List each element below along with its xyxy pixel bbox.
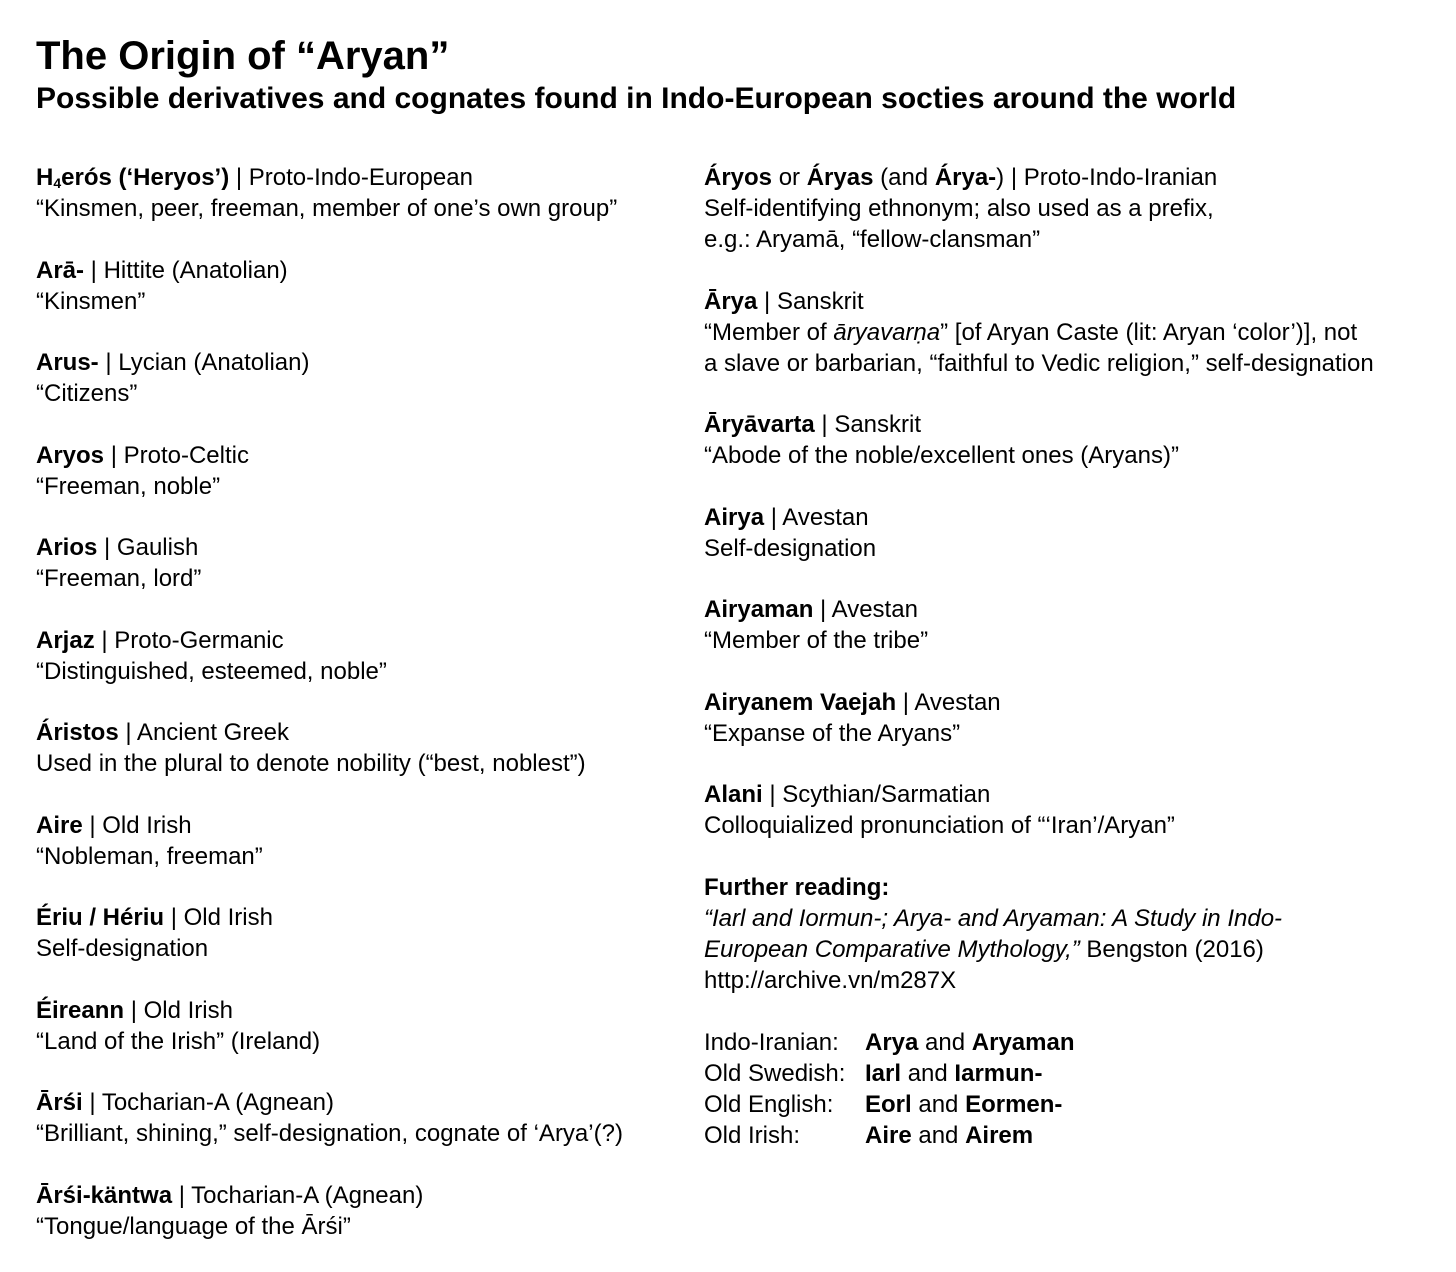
comparison-terms bbox=[865, 1027, 1444, 1058]
meaning-part: “Member of bbox=[704, 318, 834, 346]
entry-heading bbox=[36, 810, 686, 841]
comparison-language: Indo-Iranian: bbox=[704, 1029, 839, 1056]
connector-text: and bbox=[918, 1029, 972, 1056]
entry-heading bbox=[36, 347, 686, 378]
term-part: H bbox=[36, 164, 54, 191]
term-b: Eormen- bbox=[965, 1091, 1063, 1118]
entry-heading bbox=[704, 286, 1444, 317]
entry-term: Arjaz bbox=[36, 626, 95, 654]
entry-term: Aryos bbox=[36, 441, 105, 469]
entry-meaning: “Brilliant, shining,” self-designation, cognate of ‘Arya’(?) bbox=[36, 1120, 623, 1147]
entry-source: | Avestan bbox=[764, 503, 869, 531]
entry-eireann bbox=[36, 995, 686, 1057]
entry-heading bbox=[704, 409, 1444, 440]
entry-meaning: “Abode of the noble/excellent ones (Aryans)” bbox=[704, 442, 1179, 469]
meaning-italic: āryavarṇa bbox=[833, 318, 941, 346]
entry-heading bbox=[36, 625, 686, 656]
entry-arjaz bbox=[36, 625, 686, 687]
entry-meaning: “Expanse of the Aryans” bbox=[704, 719, 961, 747]
entry-term: Aire bbox=[36, 811, 83, 839]
term-a: Arya bbox=[865, 1029, 919, 1056]
entry-source: | Ancient Greek bbox=[118, 719, 290, 746]
entry-heading bbox=[704, 779, 1444, 810]
entry-meaning bbox=[704, 317, 1444, 348]
entry-airyanem-vaejah bbox=[704, 687, 1444, 749]
entry-source: | Tocharian-A (Agnean) bbox=[172, 1181, 424, 1209]
entry-ara bbox=[36, 255, 686, 317]
entry-heading bbox=[36, 717, 686, 748]
term-a: Eorl bbox=[865, 1091, 912, 1118]
entry-term: Alani bbox=[704, 781, 763, 808]
reference-title: “Iarl and Iormun-; Arya- and Aryaman: A Study in Indo- bbox=[704, 905, 1283, 932]
entry-arsi-kantwa bbox=[36, 1180, 686, 1242]
reference-line bbox=[704, 903, 1444, 934]
entry-source: | Avestan bbox=[813, 596, 918, 623]
entry-airyaman bbox=[704, 594, 1444, 656]
entry-source: | Proto-Celtic bbox=[104, 441, 249, 469]
entry-alani bbox=[704, 779, 1444, 841]
entry-meaning: “Kinsmen, peer, freeman, member of one’s own group” bbox=[36, 195, 618, 222]
entry-source: | Proto-Indo-European bbox=[229, 164, 473, 191]
entry-meaning: “Freeman, lord” bbox=[36, 565, 202, 592]
entry-source: | Tocharian-A (Agnean) bbox=[82, 1089, 334, 1116]
term-b: Iarmun- bbox=[954, 1060, 1043, 1087]
term-a: Iarl bbox=[865, 1060, 902, 1087]
entry-meaning: Self-designation bbox=[36, 935, 209, 962]
comparison-table bbox=[704, 1027, 1444, 1151]
entry-airya bbox=[704, 502, 1444, 564]
entry-aryavarta bbox=[704, 409, 1444, 471]
entry-term bbox=[36, 164, 229, 191]
comparison-terms bbox=[865, 1058, 1444, 1089]
term-part: erós (‘Heryos’) bbox=[61, 164, 230, 191]
entry-heading bbox=[36, 532, 686, 563]
reference-title: European Comparative Mythology,” bbox=[704, 936, 1080, 963]
comparison-terms bbox=[865, 1120, 1444, 1151]
page-title: The Origin of “Aryan” bbox=[36, 34, 450, 78]
entry-term: Áryas bbox=[806, 164, 874, 191]
entry-heading bbox=[704, 687, 1444, 718]
comparison-language: Old Swedish: bbox=[704, 1060, 846, 1087]
entry-term: Éireann bbox=[36, 996, 125, 1024]
entry-source: | Old Irish bbox=[124, 996, 233, 1024]
entry-term: Airya bbox=[704, 503, 765, 531]
entry-term: Áristos bbox=[36, 719, 119, 746]
entry-term: Arios bbox=[36, 534, 98, 561]
entry-arya-sanskrit bbox=[704, 286, 1444, 379]
entry-meaning: Used in the plural to denote nobility (“best, noblest”) bbox=[36, 750, 586, 777]
entry-source: | Sanskrit bbox=[814, 411, 922, 438]
entry-meaning: Self-designation bbox=[704, 534, 877, 562]
entry-heading bbox=[36, 255, 686, 286]
connector-text: and bbox=[911, 1091, 966, 1118]
entry-term: Airyanem Vaejah bbox=[704, 688, 897, 716]
entry-aire bbox=[36, 810, 686, 872]
entry-meaning: “Citizens” bbox=[36, 380, 138, 407]
entry-term: Ārśi bbox=[36, 1089, 83, 1116]
term-subscript: 4 bbox=[53, 175, 62, 191]
entry-source: | Lycian (Anatolian) bbox=[98, 349, 310, 376]
entry-heading bbox=[36, 1180, 686, 1211]
entry-heryos bbox=[36, 162, 686, 224]
entry-arsi bbox=[36, 1087, 686, 1149]
comparison-language: Old English: bbox=[704, 1091, 834, 1118]
entry-term: Arus- bbox=[36, 349, 99, 376]
entry-heading bbox=[36, 995, 686, 1026]
entry-meaning: a slave or barbarian, “faithful to Vedic religion,” self-designation bbox=[704, 349, 1374, 377]
right-column bbox=[704, 162, 1444, 1151]
connector-text: (and bbox=[873, 164, 935, 191]
entry-term: Árya- bbox=[934, 164, 997, 191]
entry-heading bbox=[36, 440, 686, 471]
entry-meaning: “Member of the tribe” bbox=[704, 627, 929, 654]
entry-meaning: Colloquialized pronunciation of “‘Iran’/Aryan” bbox=[704, 812, 1175, 839]
connector-text: and bbox=[901, 1060, 955, 1087]
entry-arus bbox=[36, 347, 686, 409]
connector-text: and bbox=[911, 1122, 966, 1149]
entry-heading bbox=[36, 1087, 686, 1118]
entry-meaning: “Distinguished, esteemed, noble” bbox=[36, 657, 387, 685]
entry-term: Ārśi-käntwa bbox=[36, 1181, 173, 1209]
entry-eriu bbox=[36, 902, 686, 964]
entry-term: Airyaman bbox=[704, 596, 814, 623]
further-reading bbox=[704, 872, 1444, 996]
entry-heading bbox=[704, 502, 1444, 533]
entry-term: Ārya bbox=[704, 287, 758, 315]
entry-meaning: e.g.: Aryamā, “fellow-clansman” bbox=[704, 226, 1041, 253]
meaning-part: ” [of Aryan Caste (lit: Aryan ‘color’)], not bbox=[940, 318, 1358, 346]
page-subtitle: Possible derivatives and cognates found in Indo-European socties around the world bbox=[36, 82, 1237, 115]
entry-heading bbox=[36, 162, 686, 193]
reference-url[interactable]: http://archive.vn/m287X bbox=[704, 967, 957, 994]
entry-heading bbox=[704, 594, 1444, 625]
connector-text: or bbox=[772, 164, 807, 191]
entry-source: | Sanskrit bbox=[757, 287, 864, 315]
entry-term: Áryos bbox=[704, 164, 773, 191]
entry-meaning: “Nobleman, freeman” bbox=[36, 842, 263, 870]
entry-source: | Old Irish bbox=[164, 904, 273, 931]
entry-term: Āryāvarta bbox=[704, 411, 815, 438]
entry-meaning: Self-identifying ethnonym; also used as a prefix, bbox=[704, 195, 1214, 222]
entry-aryos-indo-iranian bbox=[704, 162, 1444, 255]
entry-meaning: “Land of the Irish” (Ireland) bbox=[36, 1027, 321, 1055]
term-b: Airem bbox=[965, 1122, 1034, 1149]
entry-source: | Proto-Germanic bbox=[94, 626, 284, 654]
term-a: Aire bbox=[865, 1122, 912, 1149]
entry-source: ) | Proto-Indo-Iranian bbox=[996, 164, 1218, 191]
comparison-terms bbox=[865, 1089, 1444, 1120]
entry-source: | Avestan bbox=[896, 688, 1001, 716]
entry-source: | Old Irish bbox=[82, 811, 192, 839]
entry-arios bbox=[36, 532, 686, 594]
entry-meaning: “Kinsmen” bbox=[36, 287, 146, 315]
reference-line bbox=[704, 934, 1444, 965]
entry-source: | Scythian/Sarmatian bbox=[762, 781, 991, 808]
entry-source: | Hittite (Anatolian) bbox=[84, 256, 288, 284]
entry-term: Arā- bbox=[36, 256, 85, 284]
entry-heading bbox=[704, 162, 1444, 193]
entry-meaning: “Freeman, noble” bbox=[36, 472, 221, 500]
heading-text: Further reading: bbox=[704, 874, 890, 901]
entry-source: | Gaulish bbox=[97, 534, 199, 561]
reference-author: Bengston (2016) bbox=[1079, 936, 1264, 963]
entry-term: Ériu / Hériu bbox=[36, 904, 165, 931]
further-reading-heading bbox=[704, 872, 1444, 903]
comparison-language: Old Irish: bbox=[704, 1122, 801, 1149]
spacer bbox=[704, 996, 1444, 1027]
left-column bbox=[36, 162, 686, 1272]
entry-meaning: “Tongue/language of the Ārśi” bbox=[36, 1212, 351, 1240]
entry-aristos bbox=[36, 717, 686, 779]
entry-heading bbox=[36, 902, 686, 933]
entry-aryos-celtic bbox=[36, 440, 686, 502]
term-b: Aryaman bbox=[971, 1029, 1075, 1056]
